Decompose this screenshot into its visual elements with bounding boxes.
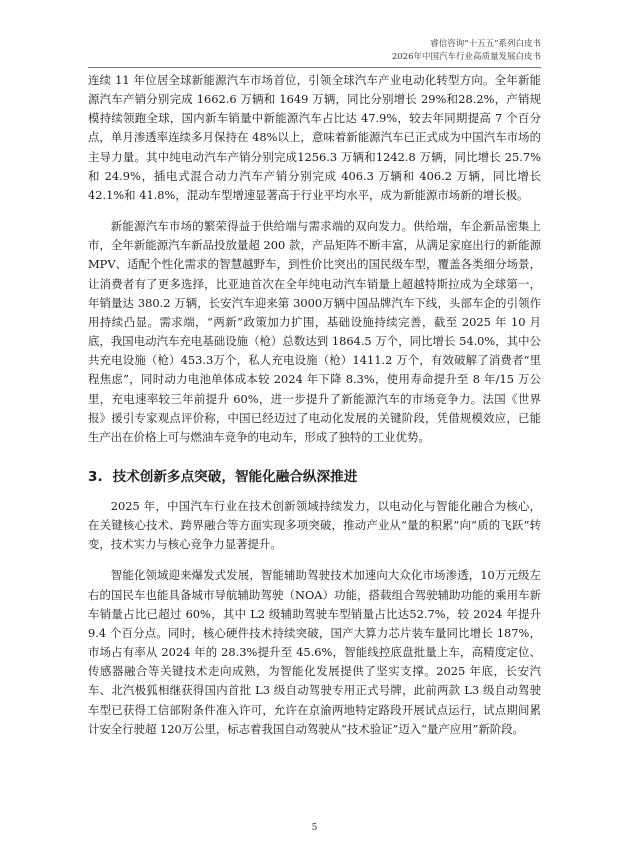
- section-title: 技术创新多点突破，智能化融合纵深推进: [112, 468, 358, 485]
- page-number: 5: [311, 823, 318, 833]
- paragraph-supply-demand: 新能源汽车市场的繁荣得益于供给端与需求端的双向发力。供给端，车企新品密集上市，全年新能源汽车新品投放量超 200 款，产品矩阵不断丰富，从满足家庭出行的新能源 MPV、适配个性化需求的智慧越野车，到性价比突出的国民级车型，覆盖各类细分场景，让消费者有了更多选择，比亚迪首次在全年纯电动汽车销量上超越特斯拉成为全球第一，年销量达 380.2 万辆，长安汽车迎来第 3000万辆中国品牌汽车下线，头部车企的引领作用持续凸显。需求端，“两新”政策加力扩围，基础设施持续完善，截至 2025 年 10 月底，我国电动汽车充电基础设施（枪）总数达到 1864.5 万个，同比增长 54.0%，其中公共充电设施（枪）453.3万个，私人充电设施（枪）1411.2 万个，有效破解了消费者“里程焦虑”，同时动力电池单体成本较 2024 年下降 8.3%，使用寿命提升至 8 年/15 万公里，充电速率较三年前提升 60%，进一步提升了新能源汽车的市场竞争力。法国《世界报》援引专家观点评价称，中国已经迈过了电动化发展的关键阶段，凭借规模效应，已能生产出在价格上可与燃油车竞争的电动车，形成了独特的工业优势。: [88, 219, 541, 444]
- header-report-title: 2026年中国汽车行业高质量发展白皮书: [391, 52, 541, 62]
- paragraph-gap: [88, 554, 541, 566]
- section-number: 3.: [88, 468, 103, 485]
- paragraph-gap: [88, 205, 541, 217]
- header-divider: [88, 67, 541, 68]
- section-heading: [88, 467, 541, 487]
- paragraph-gap: [88, 447, 541, 459]
- paragraph-intelligent-driving: 智能化领域迎来爆发式发展，智能辅助驾驶技术加速向大众化市场渗透，10万元级左右的国民车也能具备城市导航辅助驾驶（NOA）功能，搭载组合驾驶辅助功能的乘用车新车销量占比已超过 60%，其中 L2 级辅助驾驶车型销量占比达52.7%，较 2024 年提升 9.4 个百分点。同时，核心硬件技术持续突破，国产大算力芯片装车量同比增长 187%，市场占有率从 2024 年的 28.3%提升至 45.6%，智能线控底盘批量上车，高精度定位、传感器融合等关键技术走向成熟，为智能化发展提供了坚实支撑。2025 年底，长安汽车、北汽极狐相继获得国内首批 L3 级自动驾驶专用正式号牌，此前两款 L3 级自动驾驶车型已获得工信部附条件准入许可，允许在京渝两地特定路段开展试点运行，试点期间累计安全行驶超 120万公里，标志着我国自动驾驶从“技术验证”迈入“量产应用”新阶段。: [88, 568, 541, 736]
- paragraph-market-summary: 连续 11 年位居全球新能源汽车市场首位，引领全球汽车产业电动化转型方向。全年新能源汽车产销分别完成 1662.6 万辆和 1649 万辆，同比分别增长 29%和28.2%，产销规模持续领跑全球，国内新车销量中新能源汽车占比达 47.9%，较去年同期提高 7 个百分点，单月渗透率连续多月保持在 48%以上，意味着新能源汽车已正式成为中国汽车市场的主导力量。其中纯电动汽车产销分别完成1256.3 万辆和1242.8 万辆，同比增长 25.7%和 24.9%，插电式混合动力汽车产销分别完成 406.3 万辆和 406.2 万辆，同比增长 42.1%和 41.8%，混动车型增速显著高于行业平均水平，成为新能源市场新的增长极。: [88, 73, 541, 202]
- page-body: [88, 71, 541, 739]
- header-series-title: 睿信咨询“十五五”系列白皮书: [430, 39, 541, 49]
- paragraph-tech-innovation: 2025 年，中国汽车行业在技术创新领域持续发力，以电动化与智能化融合为核心，在关键核心技术、跨界融合等方面实现多项突破，推动产业从“量的积累”向“质的飞跃”转变，技术实力与核心竞争力显著提升。: [88, 498, 541, 552]
- page-header: [392, 38, 541, 64]
